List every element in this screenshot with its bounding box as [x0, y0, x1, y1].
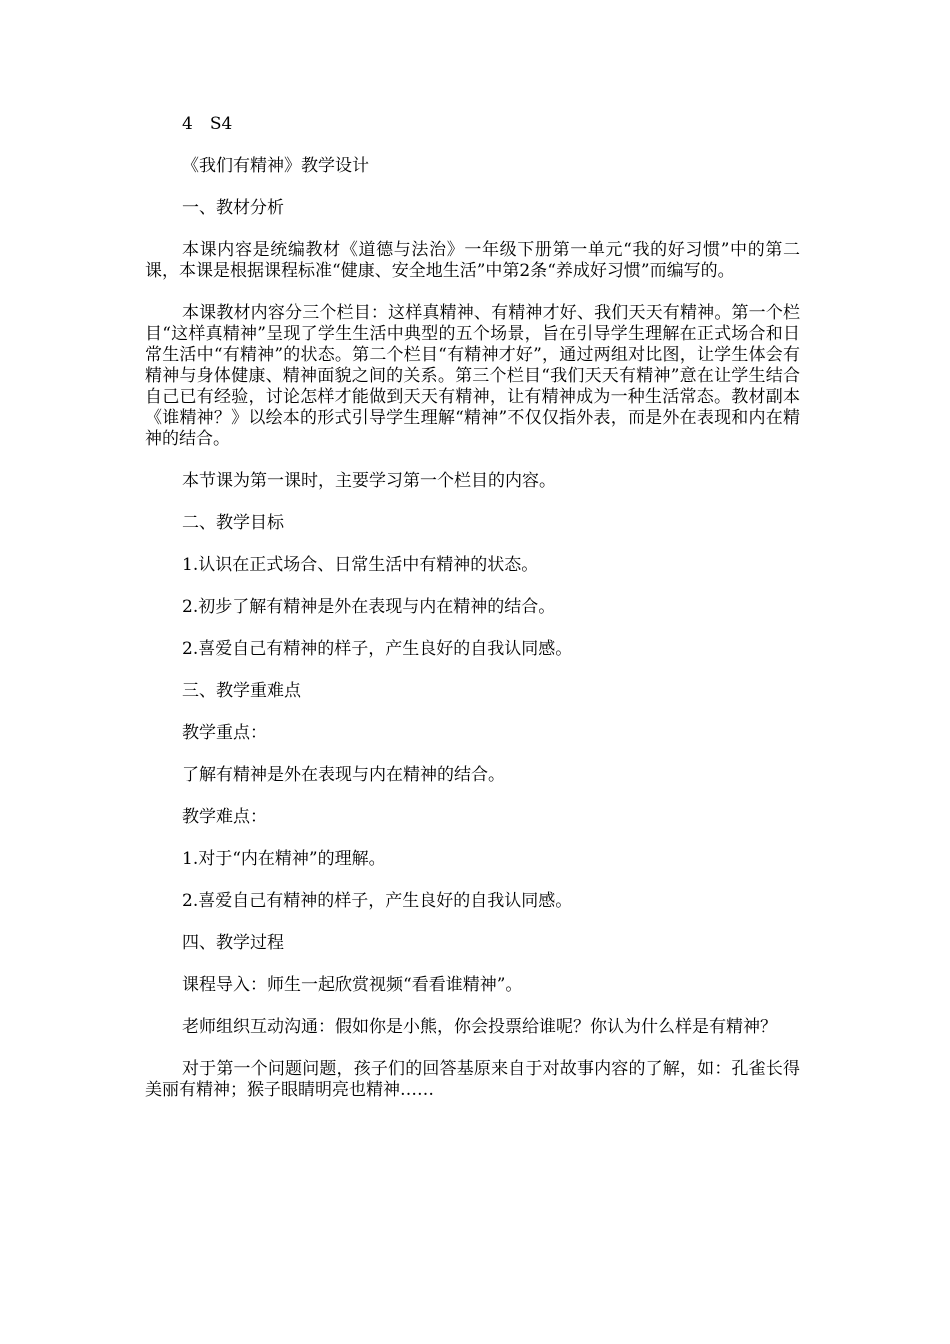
key-point-label: 教学重点： — [182, 723, 267, 743]
list-item: 2.喜爱自己有精神的样子，产生良好的自我认同感。 — [182, 639, 573, 659]
section-heading-teaching-goals: 二、教学目标 — [182, 513, 284, 533]
paragraph: 本课内容是统编教材《道德与法治》一年级下册第一单元“我的好习惯”中的第二课，本课是根据课程标准“健康、安全地生活”中第2条“养成好习惯”而编写的。 — [145, 240, 800, 281]
section-heading-teaching-process: 四、教学过程 — [182, 933, 284, 953]
paragraph: 本节课为第一课时，主要学习第一个栏目的内容。 — [182, 471, 556, 491]
list-item: 2.喜爱自己有精神的样子，产生良好的自我认同感。 — [182, 891, 573, 911]
header-line: 4 S4 — [182, 114, 233, 134]
list-item: 1.对于“内在精神”的理解。 — [182, 849, 386, 869]
section-heading-key-difficult-points: 三、教学重难点 — [182, 681, 301, 701]
paragraph: 老师组织互动沟通：假如你是小熊，你会投票给谁呢？你认为什么样是有精神？ — [182, 1017, 777, 1037]
list-item: 2.初步了解有精神是外在表现与内在精神的结合。 — [182, 597, 556, 617]
paragraph: 对于第一个问题问题，孩子们的回答基原来自于对故事内容的了解，如：孔雀长得美丽有精神；猴子眼睛明亮也精神…… — [145, 1059, 800, 1100]
paragraph: 本课教材内容分三个栏目：这样真精神、有精神才好、我们天天有精神。第一个栏目“这样真精神”呈现了学生生活中典型的五个场景，旨在引导学生理解在正式场合和日常生活中“有精神”的状态。第二个栏目“有精神才好”，通过两组对比图，让学生体会有精神与身体健康、精神面貌之间的关系。第三个栏目“我们天天有精神”意在让学生结合自己已有经验，讨论怎样才能做到天天有精神，让有精神成为一种生活常态。教材副本《谁精神？》以绘本的形式引导学生理解“精神”不仅仅指外表，而是外在表现和内在精神的结合。 — [145, 303, 800, 449]
document-title: 《我们有精神》教学设计 — [182, 156, 369, 176]
list-item: 1.认识在正式场合、日常生活中有精神的状态。 — [182, 555, 539, 575]
difficult-point-label: 教学难点： — [182, 807, 267, 827]
section-heading-textbook-analysis: 一、教材分析 — [182, 198, 284, 218]
key-point-text: 了解有精神是外在表现与内在精神的结合。 — [182, 765, 505, 785]
document-body — [145, 114, 800, 1122]
paragraph: 课程导入：师生一起欣赏视频“看看谁精神”。 — [182, 975, 523, 995]
